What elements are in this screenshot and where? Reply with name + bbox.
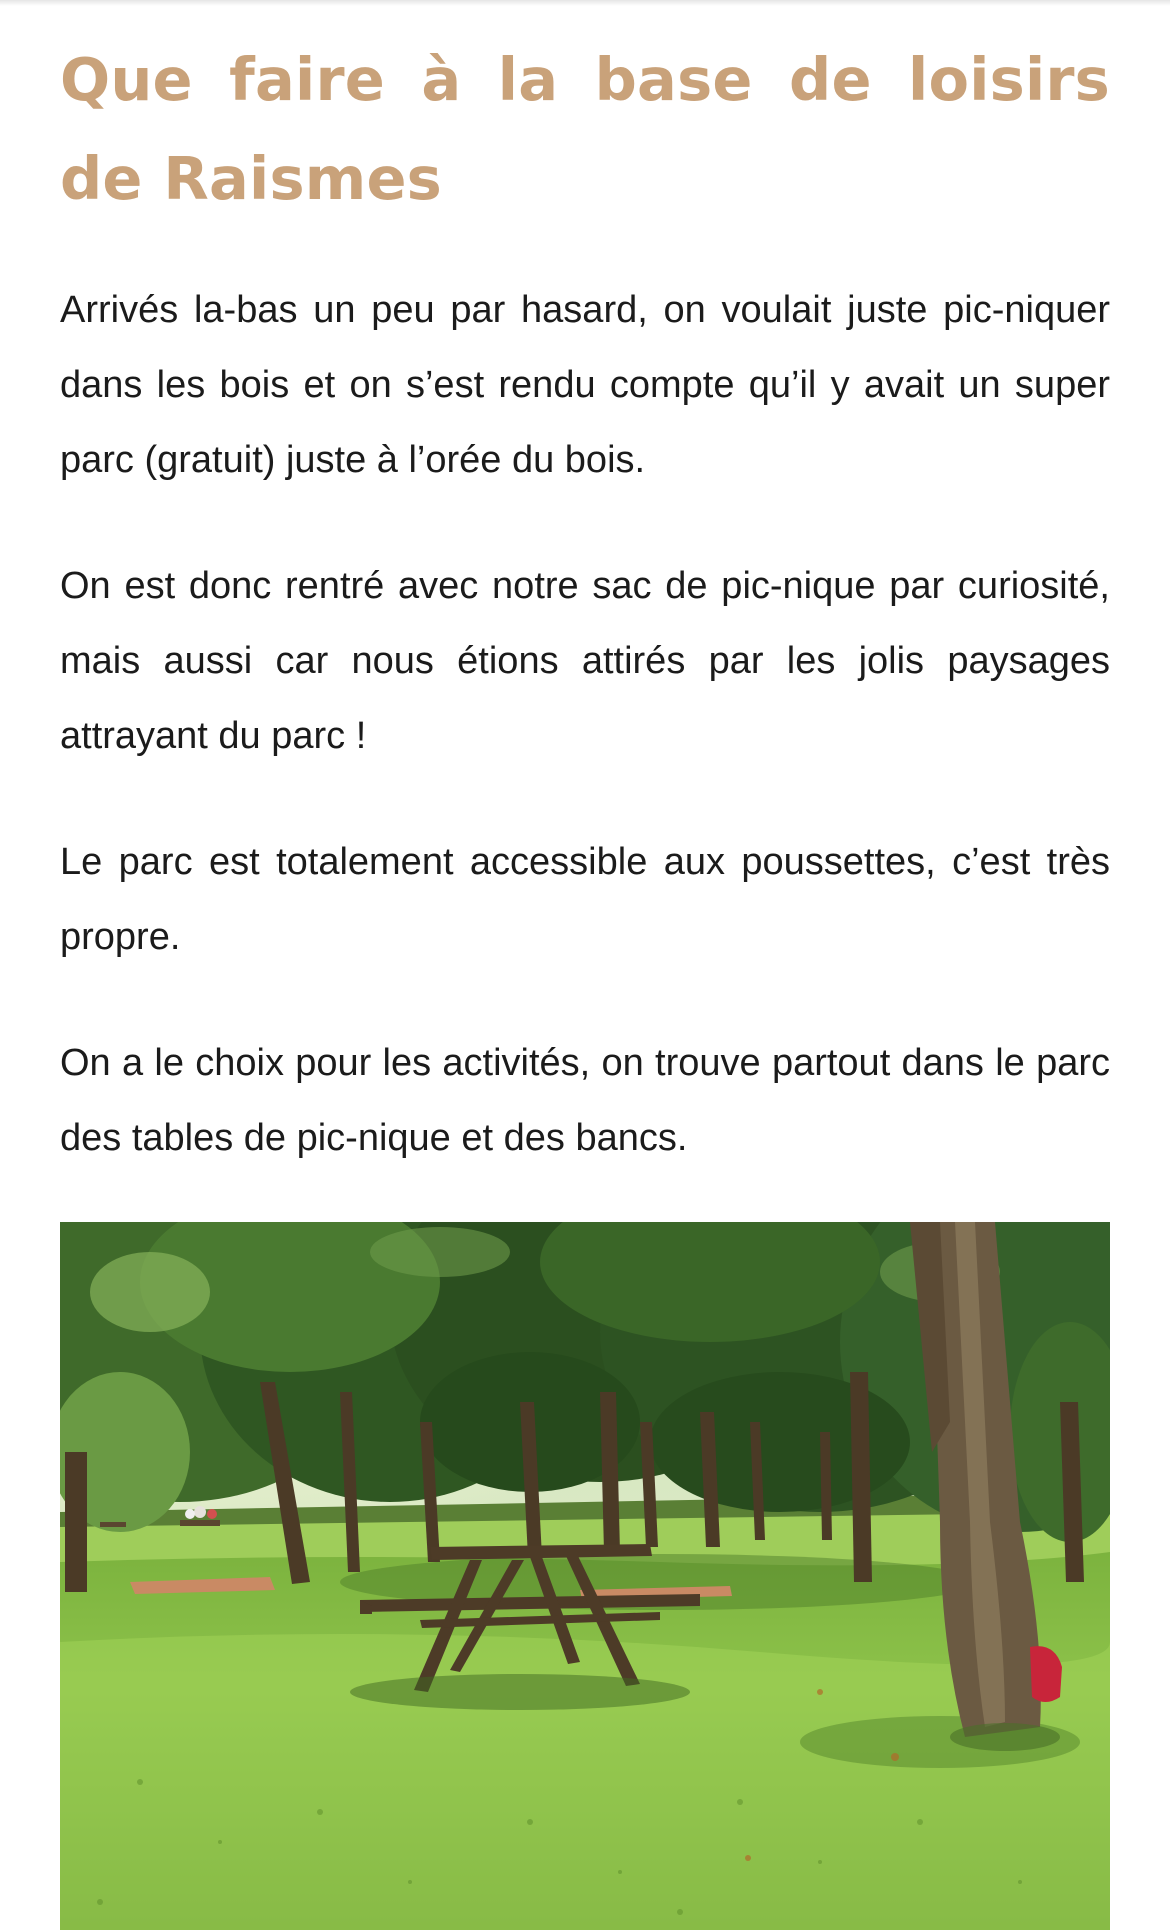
article-paragraph: On a le choix pour les activités, on trouve partout dans le parc des tables de pic-nique et des bancs.	[60, 1042, 1110, 1159]
article-paragraph: On est donc rentré avec notre sac de pic-nique par curiosité, mais aussi car nous étions attirés par les jolis paysages attrayant du parc !	[60, 565, 1110, 757]
article-paragraph: Arrivés la-bas un peu par hasard, on voulait juste pic-niquer dans les bois et on s’est rendu compte qu’il y avait un super parc (gratuit) juste à l’orée du bois.	[60, 289, 1110, 481]
article-title: Que faire à la base de loisirs de Raismes	[60, 45, 1110, 213]
blog-article	[60, 0, 1110, 1176]
park-photo	[60, 1222, 1110, 1930]
article-paragraph: Le parc est totalement accessible aux poussettes, c’est très propre.	[60, 841, 1110, 958]
park-photo-illustration	[60, 1222, 1110, 1930]
